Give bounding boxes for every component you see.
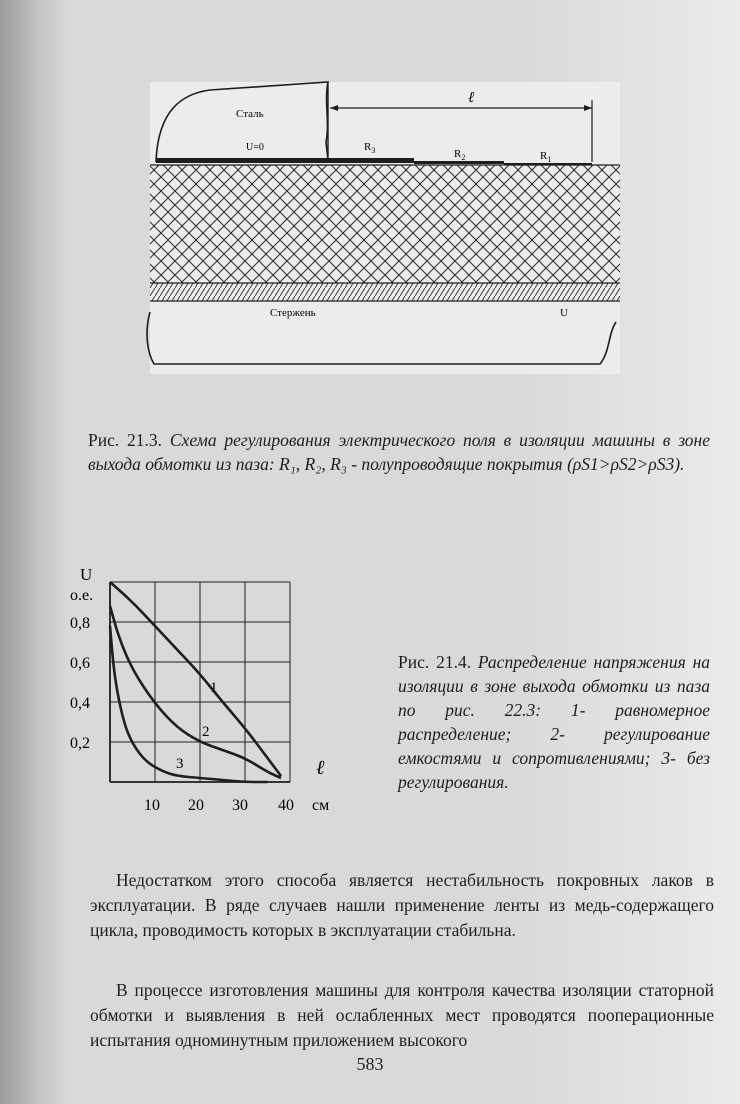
r1-label: $R_1$ — [540, 150, 552, 164]
body-paragraph: В процессе изготовления машины для контроля качества изоляции статорной обмотки и выявления в ней ослабленных мест проводятся пооперационные испытания одноминутным приложением высокого — [90, 979, 714, 1050]
y-axis-label: U — [80, 565, 93, 584]
caption-label: Рис. 21.3. — [88, 430, 163, 450]
x-tick-label: 10 — [144, 797, 160, 814]
u-label: U — [560, 307, 568, 319]
chart-series — [110, 582, 281, 782]
x-axis-label: ℓ — [316, 757, 325, 779]
figure-21-3-diagram — [140, 72, 620, 382]
caption-text: Распределение напряжения на изоляции в зоне выхода обмотки из паза по рис. 22.3: 1- равномерное распределение; 2- регулирование емкостями и сопротивлениями; 3- без регулирования. — [398, 652, 711, 792]
curve-2-label: 2 — [202, 724, 210, 740]
x-tick-label: 20 — [188, 797, 204, 814]
length-label: ℓ — [468, 90, 475, 106]
curve-1-label: 1 — [210, 680, 218, 696]
y-tick-label: 0,4 — [70, 695, 90, 712]
series-line-2 — [110, 606, 281, 778]
x-tick-label: 30 — [232, 797, 248, 814]
body-paragraph: Недостатком этого способа является нестабильность покровных лаков в эксплуатации. В ряде случаев нашли применение ленты из медь-содержащего цикла, проводимость которых в эксплуатации стабильна. — [90, 869, 714, 940]
page-shadow-left — [0, 0, 70, 1104]
caption-text: Схема регулирования электрического поля в изоляции машины в зоне выхода обмотки из паза: R₁, R₂, R₃ - полупроводящие покрытия (ρS1>ρS2>ρS3). — [88, 430, 710, 474]
rod-label: Стержень — [270, 307, 316, 319]
u0-label: U=0 — [246, 142, 264, 153]
figure-21-4-caption — [398, 650, 710, 794]
figure-21-4-chart — [70, 562, 370, 822]
r2-label: $R_2$ — [454, 148, 466, 162]
y-tick-label: 0,8 — [70, 615, 90, 632]
y-tick-label: 0,6 — [70, 655, 90, 672]
steel-label: Сталь — [236, 108, 264, 120]
figure-21-3-caption — [88, 428, 710, 476]
page-number: 583 — [356, 1054, 384, 1074]
caption-label: Рис. 21.4. — [398, 652, 472, 672]
x-tick-label: 40 — [278, 797, 294, 814]
y-axis-unit: о.е. — [70, 587, 94, 604]
y-tick-label: 0,2 — [70, 735, 90, 752]
x-axis-unit: см — [312, 797, 330, 814]
curve-3-label: 3 — [176, 756, 184, 772]
r3-label: $R_3$ — [364, 141, 376, 155]
